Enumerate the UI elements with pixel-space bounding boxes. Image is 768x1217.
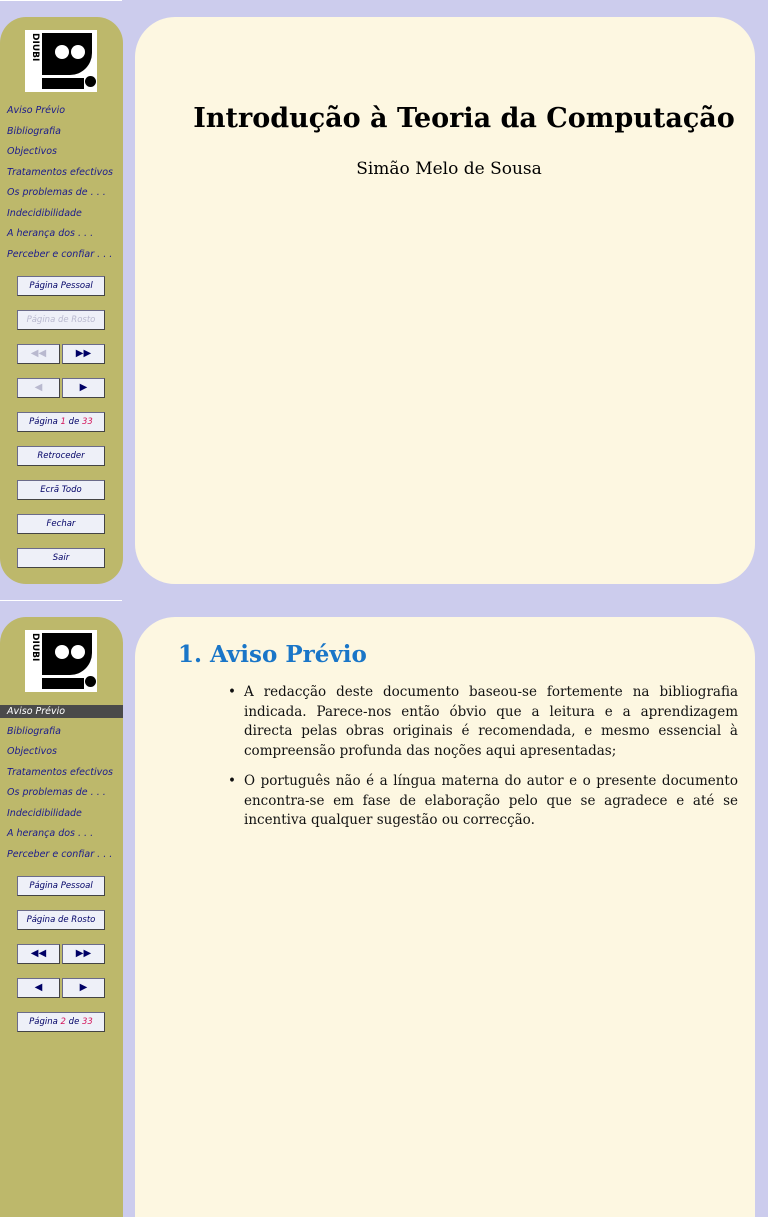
sidebar <box>0 617 123 1217</box>
menu-item-a-heranca[interactable]: A herança dos . . . <box>7 828 94 839</box>
current-page: 1 <box>60 417 66 427</box>
menu-item-aviso-previo[interactable]: Aviso Prévio <box>0 705 123 718</box>
menu-item-tratamentos-efectivos[interactable]: Tratamentos efectivos <box>7 166 113 178</box>
menu-item-bibliografia[interactable]: Bibliografia <box>7 725 61 737</box>
menu-item-indecidibilidade[interactable]: Indecidibilidade <box>7 807 82 819</box>
sidebar-menu <box>0 701 123 865</box>
menu-item-os-problemas[interactable]: Os problemas de . . . <box>7 787 106 798</box>
title-page-button[interactable]: Página de Rosto <box>17 310 105 330</box>
logo-lettering: DIUBI <box>30 633 40 662</box>
fullscreen-button[interactable]: Ecrã Todo <box>17 480 105 500</box>
diubi-logo <box>25 30 97 92</box>
menu-item-os-problemas[interactable]: Os problemas de . . . <box>7 187 106 198</box>
menu-item-objectivos[interactable]: Objectivos <box>7 746 57 757</box>
menu-item-a-heranca[interactable]: A herança dos . . . <box>7 228 94 239</box>
logo-lettering: DIUBI <box>30 33 40 62</box>
menu-item-bibliografia[interactable]: Bibliografia <box>7 125 61 137</box>
total-pages: 33 <box>82 417 93 427</box>
menu-item-aviso-previo[interactable]: Aviso Prévio <box>7 105 66 116</box>
document-author: Simão Melo de Sousa <box>356 159 542 179</box>
sidebar-menu <box>0 101 123 265</box>
home-page-button[interactable]: Página Pessoal <box>17 876 105 896</box>
slide-1 <box>0 0 768 600</box>
section-title: 1. Aviso Prévio <box>178 641 367 668</box>
back-button[interactable]: Retroceder <box>17 446 105 466</box>
total-pages: 33 <box>82 1017 93 1027</box>
menu-item-perceber-e-confiar[interactable]: Perceber e confiar . . . <box>7 248 113 260</box>
prev-page-button[interactable]: ◀ <box>17 978 60 998</box>
slide-2 <box>0 600 768 1200</box>
slide-content <box>135 617 755 1217</box>
document-title: Introdução à Teoria da Computação <box>193 103 735 134</box>
prev-page-button[interactable]: ◀ <box>17 378 60 398</box>
home-page-button[interactable]: Página Pessoal <box>17 276 105 296</box>
first-page-button[interactable]: ◀◀ <box>17 944 60 964</box>
title-page-button[interactable]: Página de Rosto <box>17 910 105 930</box>
menu-item-tratamentos-efectivos[interactable]: Tratamentos efectivos <box>7 766 113 778</box>
last-page-button[interactable]: ▶▶ <box>62 344 105 364</box>
list-item: • O português não é a língua materna do autor e o presente documento encontra-se em fase de elaboração pelo que se agradece e até se incentiva qualquer sugestão ou correcção. <box>228 772 738 831</box>
page-indicator: Página 1 de 33 <box>17 412 105 432</box>
first-page-button[interactable]: ◀◀ <box>17 344 60 364</box>
slide-content <box>135 17 755 584</box>
next-page-button[interactable]: ▶ <box>62 378 105 398</box>
divider <box>0 0 122 1</box>
page-indicator: Página 2 de 33 <box>17 1012 105 1032</box>
next-page-button[interactable]: ▶ <box>62 978 105 998</box>
close-button[interactable]: Fechar <box>17 514 105 534</box>
list-item: • A redacção deste documento baseou-se fortemente na bibliografia indicada. Parece-nos então óbvio que a leitura e a aprendizagem directa pelas obras originais é recomendada, e mesmo essencial à compreensão profunda das noções aqui apresentadas; <box>228 683 738 761</box>
bullet-list <box>228 683 738 842</box>
current-page: 2 <box>60 1017 66 1027</box>
divider <box>0 600 122 601</box>
menu-item-indecidibilidade[interactable]: Indecidibilidade <box>7 207 82 219</box>
menu-item-objectivos[interactable]: Objectivos <box>7 146 57 157</box>
sidebar <box>0 17 123 584</box>
menu-item-perceber-e-confiar[interactable]: Perceber e confiar . . . <box>7 848 113 860</box>
diubi-logo <box>25 630 97 692</box>
last-page-button[interactable]: ▶▶ <box>62 944 105 964</box>
quit-button[interactable]: Sair <box>17 548 105 568</box>
